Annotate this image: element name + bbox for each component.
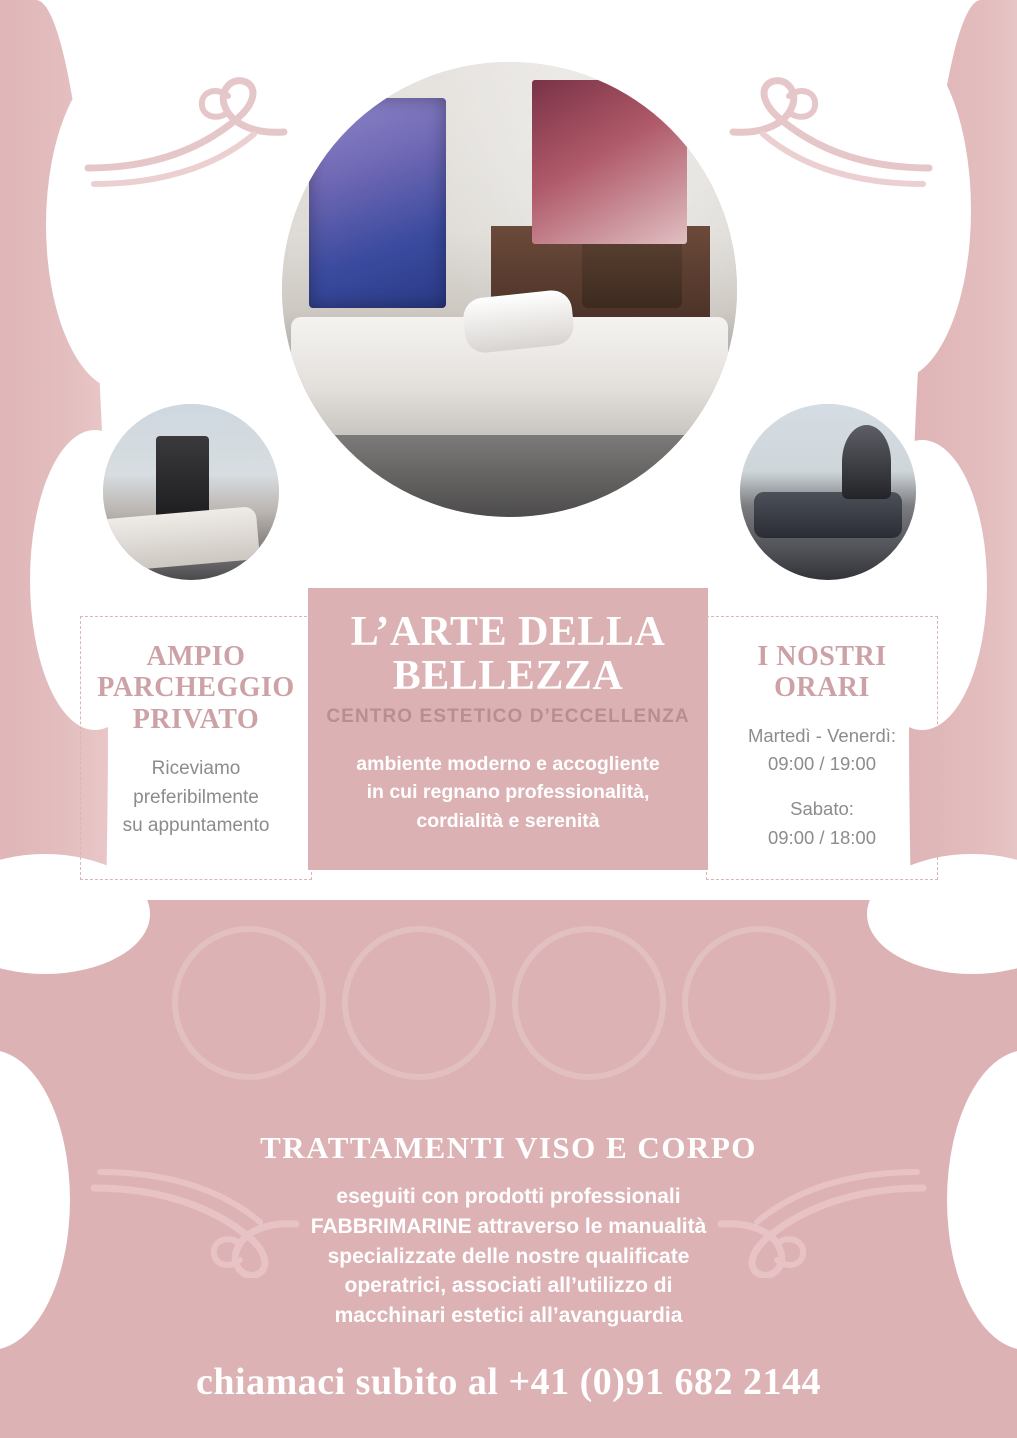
- title-line-1: L’ARTE DELLA: [350, 609, 666, 655]
- hours-title: [721, 641, 923, 704]
- towel-detail: [461, 288, 575, 354]
- brand-subtitle: CENTRO ESTETICO D’ECCELLENZA: [326, 706, 690, 728]
- massage-bed-photo: [740, 404, 916, 580]
- back-massage-photo: [518, 932, 660, 1074]
- services-description-line-2: FABBRIMARINE attraverso le manualità: [310, 1214, 707, 1238]
- parking-title: [95, 641, 297, 735]
- left-wave-shape-1: [46, 60, 196, 390]
- right-wave-shape-1: [821, 40, 971, 380]
- hours-time-saturday: 09:00 / 18:00: [767, 826, 876, 848]
- parking-text-line-3: su appuntamento: [122, 815, 270, 837]
- brand-description: [308, 750, 708, 835]
- brand-description-line-2: in cui regnano professionalità,: [366, 781, 650, 804]
- panel-notch-right: [947, 1050, 1017, 1350]
- equipment-room-photo: [103, 404, 279, 580]
- call-to-action-phone[interactable]: chiamaci subito al +41 (0)91 682 2144: [196, 1361, 821, 1403]
- services-title: TRATTAMENTI VISO E CORPO: [260, 1130, 757, 1165]
- facial-mask-photo: [348, 932, 490, 1074]
- hours-days-weekday: Martedì - Venerdì:: [747, 724, 897, 746]
- hours-days-saturday: Sabato:: [790, 798, 854, 820]
- services-description-line-5: macchinari estetici all’avanguardia: [334, 1304, 683, 1328]
- hours-title-line-1: I NOSTRI: [757, 641, 887, 672]
- services-panel: [0, 900, 1017, 1438]
- title-line-2: BELLEZZA: [392, 653, 624, 700]
- services-description-line-4: operatrici, associati all’utilizzo di: [344, 1274, 673, 1298]
- services-description: [220, 1182, 797, 1331]
- hours-entry-saturday: [721, 795, 923, 852]
- page-title: [308, 610, 708, 698]
- parking-text-line-1: Riceviamo: [151, 758, 241, 780]
- brand-description-line-3: cordialità e serenità: [416, 809, 600, 832]
- hours-info-box: [706, 616, 938, 880]
- hours-entry-weekday: [721, 722, 923, 779]
- arch-shelf-detail: [582, 153, 682, 308]
- parking-title-line-2: PARCHEGGIO: [97, 672, 295, 704]
- brand-title-block: [308, 588, 708, 870]
- parking-text-line-2: preferibilmente: [133, 786, 259, 808]
- parking-title-line-3: PRIVATO: [132, 703, 260, 735]
- hours-title-line-2: ORARI: [774, 672, 870, 704]
- parking-info-box: [80, 616, 312, 880]
- parking-text: [95, 755, 297, 841]
- hours-time-weekday: 09:00 / 19:00: [767, 753, 876, 775]
- treatment-room-photo: [282, 62, 737, 517]
- services-description-line-1: eseguiti con prodotti professionali: [336, 1185, 681, 1208]
- manicure-photo: [688, 932, 830, 1074]
- services-description-line-3: specializzate delle nostre qualificate: [327, 1244, 690, 1268]
- epilation-photo: [178, 932, 320, 1074]
- brand-description-line-1: ambiente moderno e accogliente: [356, 753, 660, 776]
- panel-notch-left: [0, 1050, 70, 1350]
- parking-title-line-1: AMPIO: [146, 641, 246, 672]
